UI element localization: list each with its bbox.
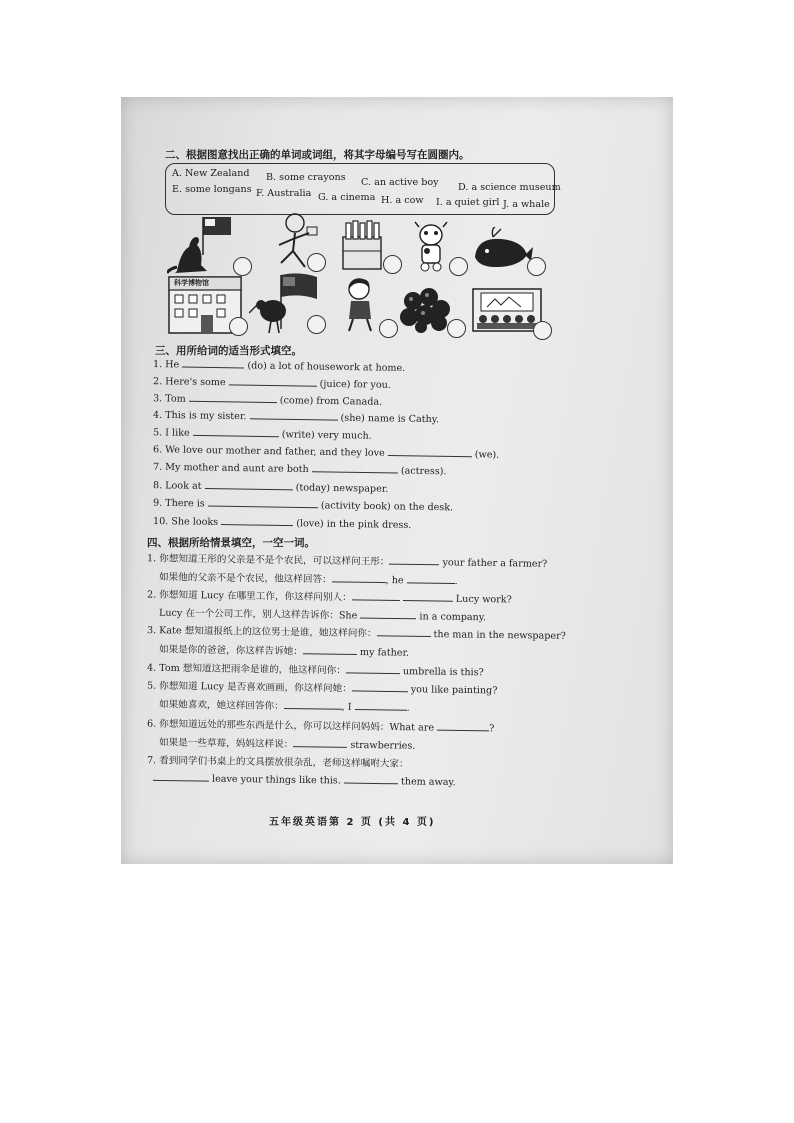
crayons-picture [339,215,385,271]
fill-in-item-1: 1. He (do) a lot of housework at home. [152,359,406,374]
blank-s2-3[interactable] [360,609,416,620]
cow-picture [413,219,451,273]
answer-circle-8[interactable] [379,319,398,338]
option-c: C. an active boy [361,177,439,188]
blank-2[interactable] [229,375,317,386]
exam-page [121,97,673,864]
page-footer: 五年级英语第 2 页 (共 4 页) [269,817,436,828]
answer-circle-6[interactable] [229,317,248,336]
blank-s1-1[interactable] [389,555,439,566]
blank-1[interactable] [182,357,244,368]
option-g: G. a cinema [318,192,376,203]
section-2-heading: 二、根据图意找出正确的单词或词组，将其字母编号写在圆圈内。 [165,149,470,161]
blank-s3-1[interactable] [376,626,430,637]
answer-circle-9[interactable] [447,319,466,338]
blank-s2-2[interactable] [403,591,453,602]
blank-s5-3[interactable] [355,700,407,711]
option-b: B. some crayons [266,172,346,183]
blank-5[interactable] [193,426,279,437]
option-h: H. a cow [381,195,424,206]
section-4-heading: 四、根据所给情景填空，一空一词。 [147,537,315,549]
fill-in-item-5: 5. I like (write) very much. [152,427,372,442]
option-a: A. New Zealand [172,168,250,179]
quiet-girl-picture [339,275,381,335]
blank-3[interactable] [189,392,277,403]
fill-in-item-3: 3. Tom (come) from Canada. [152,393,383,408]
section-3-heading: 三、用所给词的适当形式填空。 [155,345,302,357]
answer-circle-7[interactable] [307,315,326,334]
cinema-picture [471,287,543,333]
scenario-6-question: 6. 你想知道远处的那些东西是什么，你可以这样问妈妈：What are ? [146,718,495,735]
options-box [165,163,561,215]
museum-sign: 科学博物馆 [174,279,209,287]
blank-s7-1[interactable] [153,771,209,782]
whale-picture [471,227,535,271]
option-f: F. Australia [256,188,312,199]
fill-in-item-9: 9. There is (activity book) on the desk. [152,497,454,514]
fill-in-item-6: 6. We love our mother and father, and they love (we). [152,444,500,461]
fill-in-item-4: 4. This is my sister. (she) name is Cathy. [152,409,440,426]
fill-in-item-10: 10. She looks (love) in the pink dress. [152,515,412,532]
answer-circle-3[interactable] [383,255,402,274]
answer-circle-4[interactable] [449,257,468,276]
blank-s4-1[interactable] [346,663,400,674]
scenario-7-answer: leave your things like this. them away. [153,771,456,788]
scenario-5-answer: 如果她喜欢，她这样回答你： , I . [158,699,410,714]
answer-circle-10[interactable] [533,321,552,340]
scenario-5-question: 5. 你想知道 Lucy 是否喜欢画画，你这样问她： you like painting? [146,680,498,697]
blank-s7-2[interactable] [344,774,398,785]
blank-6[interactable] [388,446,472,457]
blank-10[interactable] [221,515,293,526]
answer-circle-1[interactable] [233,257,252,276]
longans-picture [399,287,453,333]
answer-circle-2[interactable] [307,253,326,272]
kangaroo-flag-picture [167,215,239,275]
blank-s1-2[interactable] [332,572,386,583]
scenario-1-question: 1. 你想知道王彤的父亲是不是个农民，可以这样问王彤： your father a farmer? [146,553,548,570]
scenario-3-answer: 如果是你的爸爸，你这样告诉她： my father. [158,644,410,659]
blank-4[interactable] [249,409,337,420]
blank-s3-2[interactable] [303,644,357,655]
fill-in-item-8: 8. Look at (today) newspaper. [152,480,389,495]
blank-s1-3[interactable] [407,573,455,584]
blank-s5-1[interactable] [352,681,408,692]
option-d: D. a science museum [458,182,561,193]
option-j: J. a whale [503,199,550,210]
scenario-1-answer: 如果他的父亲不是个农民，他这样回答： , he . [158,571,458,588]
scenario-4-question: 4. Tom 想知道这把雨伞是谁的，他这样问你： umbrella is this? [146,662,484,679]
fill-in-item-2: 2. Here's some (juice) for you. [152,376,391,391]
scenario-6-answer: 如果是一些草莓，妈妈这样说： strawberries. [158,737,416,752]
blank-8[interactable] [205,479,293,490]
scenario-3-question: 3. Kate 想知道报纸上的这位男士是谁，她这样问你： the man in the newspaper? [146,625,566,642]
scenario-2-question: 2. 你想知道 Lucy 在哪里工作，你这样问别人： Lucy work? [146,589,512,606]
blank-7[interactable] [312,462,398,473]
blank-s5-2[interactable] [284,699,342,710]
scenario-2-answer: Lucy 在一个公司工作，别人这样告诉你：She in a company. [158,607,487,624]
blank-s6-1[interactable] [437,721,489,732]
blank-s6-2[interactable] [293,737,347,748]
scenario-7-question: 7. 看到同学们书桌上的文具摆放很杂乱，老师这样嘱咐大家： [146,755,409,770]
blank-9[interactable] [208,497,318,509]
option-e: E. some longans [172,184,252,195]
answer-circle-5[interactable] [527,257,546,276]
fill-in-item-7: 7. My mother and aunt are both (actress). [152,461,447,478]
option-i: I. a quiet girl [436,197,500,208]
blank-s2-1[interactable] [352,590,400,601]
